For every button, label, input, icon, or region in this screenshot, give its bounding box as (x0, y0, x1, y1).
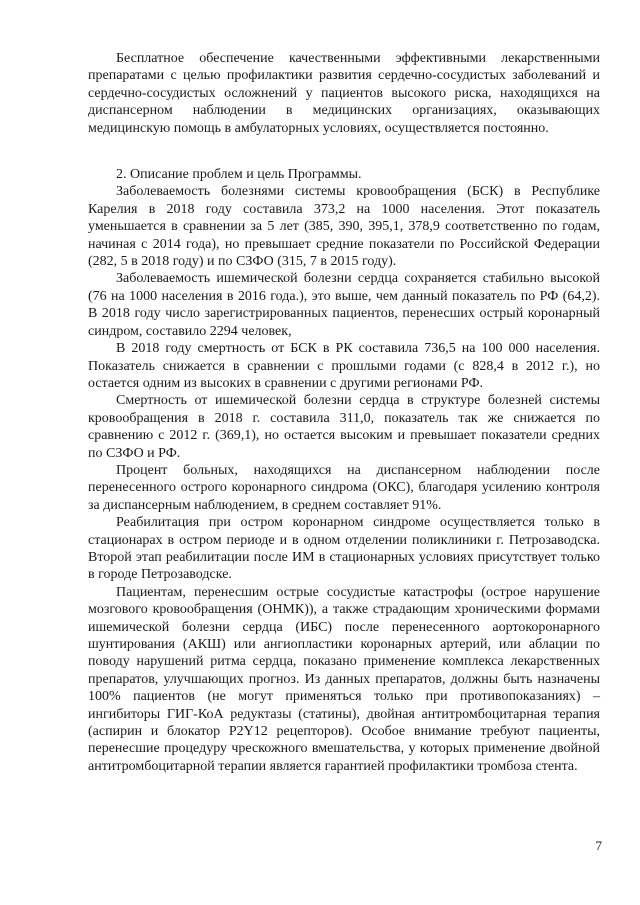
paragraph-dispensary-percent: Процент больных, находящихся на диспансерном наблюдении после перенесенного острого коронарного синдрома (ОКС), благодаря усилению контроля за диспансерным наблюдением, в среднем составляет 91%. (88, 462, 600, 513)
paragraph-ihd-incidence: Заболеваемость ишемической болезни сердца сохраняется стабильно высокой (76 на 1000 населения в 2016 года.), это выше, чем данный показатель по РФ (64,2). В 2018 году число зарегистрированных пациентов, перенесших острый коронарный синдром, составило 2294 человек, (88, 271, 600, 339)
paragraph-rehabilitation: Реабилитация при остром коронарном синдроме осуществляется только в стационарах в остром периоде и в одном отделении поликлиники г. Петрозаводска. Второй этап реабилитации после ИМ в стационарных условиях присутствует только в городе Петрозаводске. (88, 515, 600, 583)
paragraph-ihd-mortality: Смертность от ишемической болезни сердца в структуре болезней системы кровообращения в 2018 г. составила 311,0, показатель так же снижается по сравнению с 2012 г. (369,1), но остается высоким и превышает показатели средних по СЗФО и РФ. (88, 393, 600, 461)
section-heading: 2. Описание проблем и цель Программы. (116, 167, 362, 183)
page-number: 7 (595, 838, 602, 853)
paragraph-drug-therapy: Пациентам, перенесшим острые сосудистые катастрофы (острое нарушение мозгового кровообращения (ОНМК)), а также страдающим хроническими формами ишемической болезни сердца (ИБС) после перенесенного аортокоронарного шунтирования (АКШ) или ангиопластики коронарных артерий, или аблации по поводу нарушений ритма сердца, показано применение комплекса лекарственных препаратов, улучшающих прогноз. Из данных препаратов, должны быть назначены 100% пациентов (не могут применяться только при противопоказаниях) – ингибиторы ГИГ-КоА редуктазы (статины), двойная антитромбоцитарная терапия (аспирин и блокатор P2Y12 рецепторов). Особое внимание требуют пациенты, перенесшие процедуру чрескожного вмешательства, у которых применение двойной антитромбоцитарной терапии является гарантией профилактики тромбоза стента. (88, 584, 600, 774)
page-content (88, 50, 600, 775)
paragraph-bsk-incidence: Заболеваемость болезнями системы кровообращения (БСК) в Республике Карелия в 2018 году составила 373,2 на 1000 населения. Этот показатель уменьшается в сравнении за 5 лет (385, 390, 395,1, 378,9 соответственно по годам, начиная с 2014 года), но превышает средние показатели по Российской Федерации (282, 5 в 2018 году) и по СЗФО (315, 7 в 2015 году). (88, 184, 600, 270)
intro-paragraph: Бесплатное обеспечение качественными эффективными лекарственными препаратами с целью профилактики развития сердечно-сосудистых заболеваний и сердечно-сосудистых осложнений у пациентов высокого риска, находящихся на диспансерном наблюдении в медицинских организациях, оказывающих медицинскую помощь в амбулаторных условиях, осуществляется постоянно. (88, 51, 600, 136)
paragraph-bsk-mortality: В 2018 году смертность от БСК в РК составила 736,5 на 100 000 населения. Показатель снижается в сравнении с прошлыми годами (с 828,4 в 2012 г.), но остается одним из высоких в сравнении с другими регионами РФ. (88, 341, 600, 391)
